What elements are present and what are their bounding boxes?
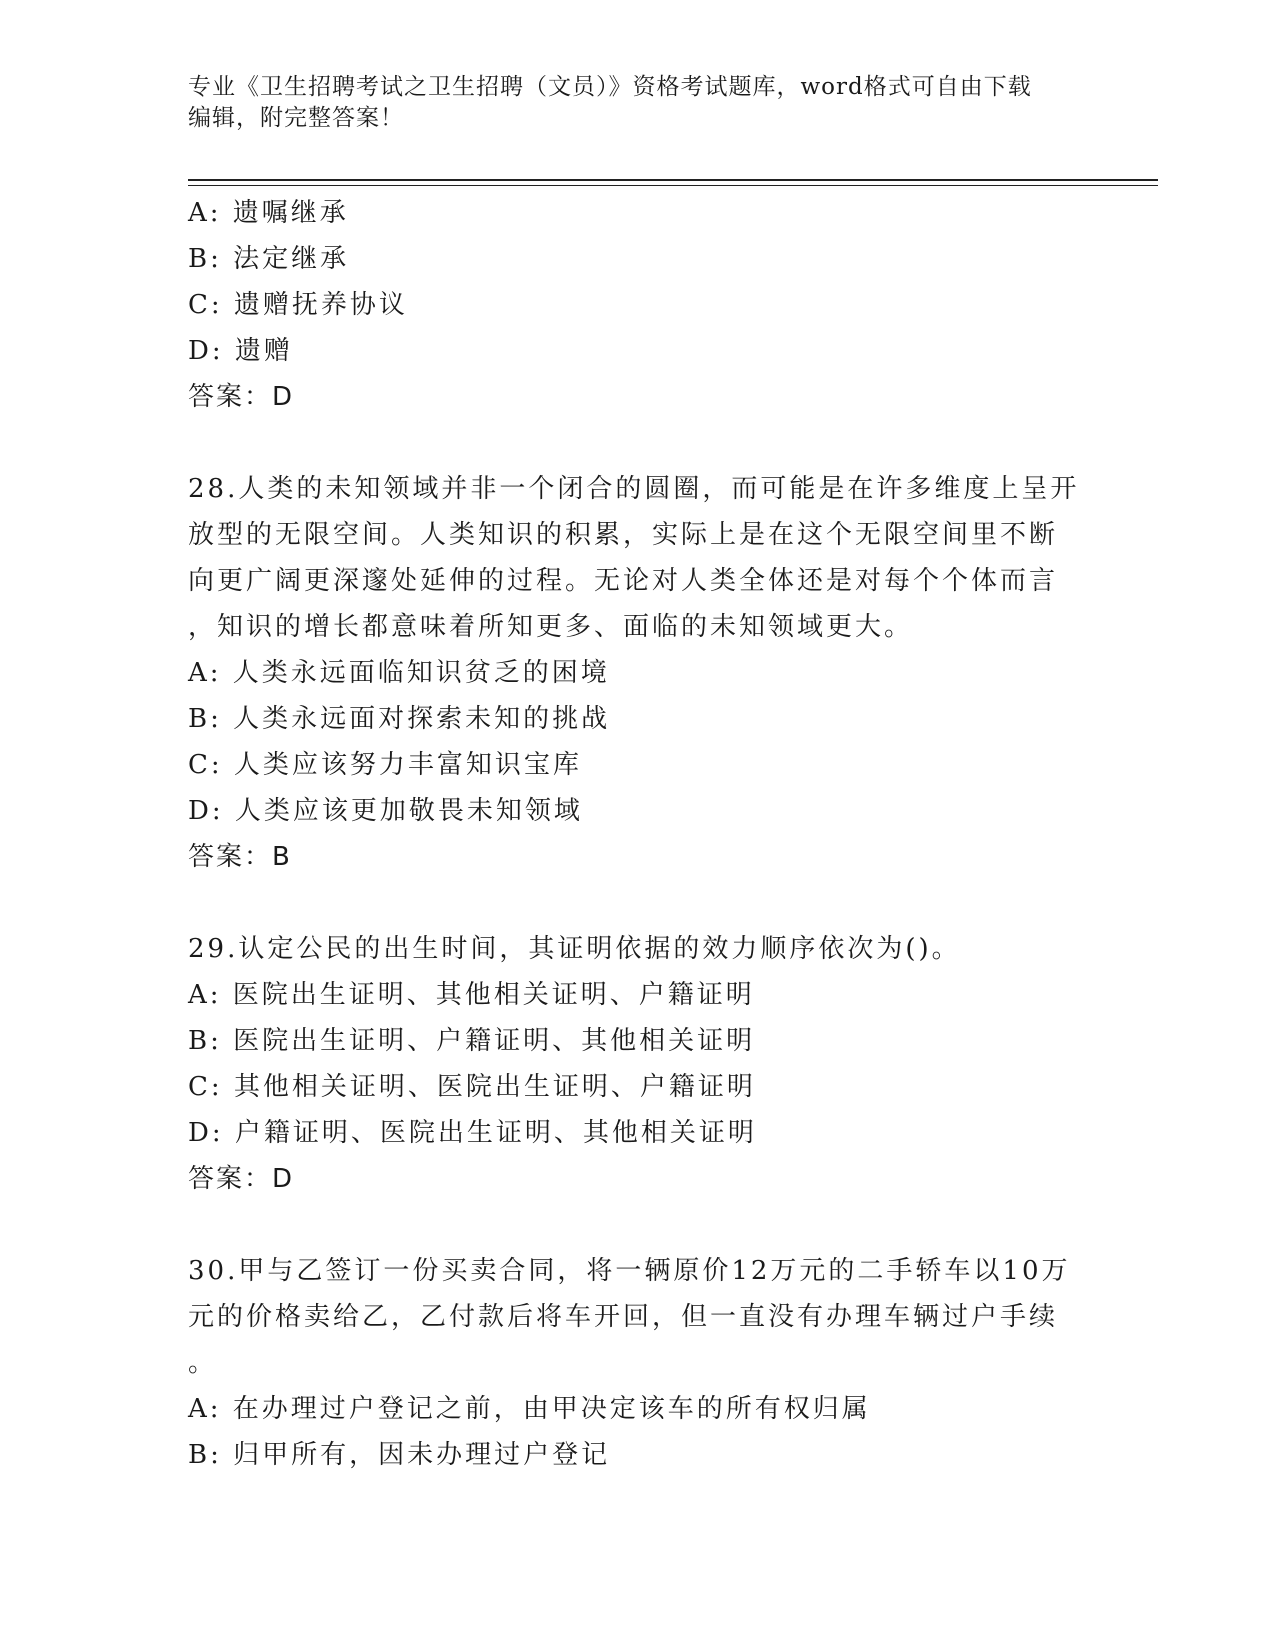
question-30 bbox=[188, 1248, 1088, 1478]
option-b: B: 法定继承 bbox=[188, 244, 350, 274]
question-29 bbox=[188, 926, 1088, 1202]
option-c: C: 人类应该努力丰富知识宝库 bbox=[188, 750, 582, 780]
answer-line: 答案：D bbox=[188, 382, 295, 412]
question-28 bbox=[188, 466, 1088, 880]
question-stem-line: 向更广阔更深邃处延伸的过程。无论对人类全体还是对每个个体而言 bbox=[188, 566, 1059, 596]
option-d: D: 户籍证明、医院出生证明、其他相关证明 bbox=[188, 1118, 757, 1148]
question-stem-line: 29.认定公民的出生时间，其证明依据的效力顺序依次为()。 bbox=[188, 934, 961, 964]
spacer bbox=[188, 420, 1088, 466]
question-stem-line: 30.甲与乙签订一份买卖合同，将一辆原价12万元的二手轿车以10万 bbox=[188, 1256, 1071, 1286]
header-divider-thick bbox=[188, 179, 1158, 181]
answer-line: 答案：B bbox=[188, 842, 292, 872]
header-divider-thin bbox=[188, 185, 1158, 186]
document-header bbox=[188, 72, 1088, 134]
header-line-1: 专业《卫生招聘考试之卫生招聘（文员）》资格考试题库，word格式可自由下载 bbox=[188, 74, 1032, 100]
option-a: A: 人类永远面临知识贫乏的困境 bbox=[188, 658, 610, 688]
option-b: B: 归甲所有，因未办理过户登记 bbox=[188, 1440, 611, 1470]
spacer bbox=[188, 880, 1088, 926]
question-stem-line: 。 bbox=[188, 1348, 218, 1378]
option-a: A: 医院出生证明、其他相关证明、户籍证明 bbox=[188, 980, 755, 1010]
option-b: B: 人类永远面对探索未知的挑战 bbox=[188, 704, 611, 734]
option-d: D: 遗赠 bbox=[188, 336, 293, 366]
option-c: C: 遗赠抚养协议 bbox=[188, 290, 408, 320]
question-stem-line: 元的价格卖给乙，乙付款后将车开回，但一直没有办理车辆过户手续 bbox=[188, 1302, 1059, 1332]
option-a: A: 遗嘱继承 bbox=[188, 198, 349, 228]
answer-line: 答案：D bbox=[188, 1164, 295, 1194]
option-d: D: 人类应该更加敬畏未知领域 bbox=[188, 796, 583, 826]
question-27 bbox=[188, 190, 1088, 420]
header-line-2: 编辑，附完整答案！ bbox=[188, 105, 404, 131]
question-stem-line: 28.人类的未知领域并非一个闭合的圆圈，而可能是在许多维度上呈开 bbox=[188, 474, 1080, 504]
question-stem-line: 放型的无限空间。人类知识的积累，实际上是在这个无限空间里不断 bbox=[188, 520, 1059, 550]
question-stem-line: ，知识的增长都意味着所知更多、面临的未知领域更大。 bbox=[188, 612, 914, 642]
option-a: A: 在办理过户登记之前，由甲决定该车的所有权归属 bbox=[188, 1394, 871, 1424]
option-c: C: 其他相关证明、医院出生证明、户籍证明 bbox=[188, 1072, 756, 1102]
question-content bbox=[188, 190, 1088, 1478]
option-b: B: 医院出生证明、户籍证明、其他相关证明 bbox=[188, 1026, 756, 1056]
spacer bbox=[188, 1202, 1088, 1248]
